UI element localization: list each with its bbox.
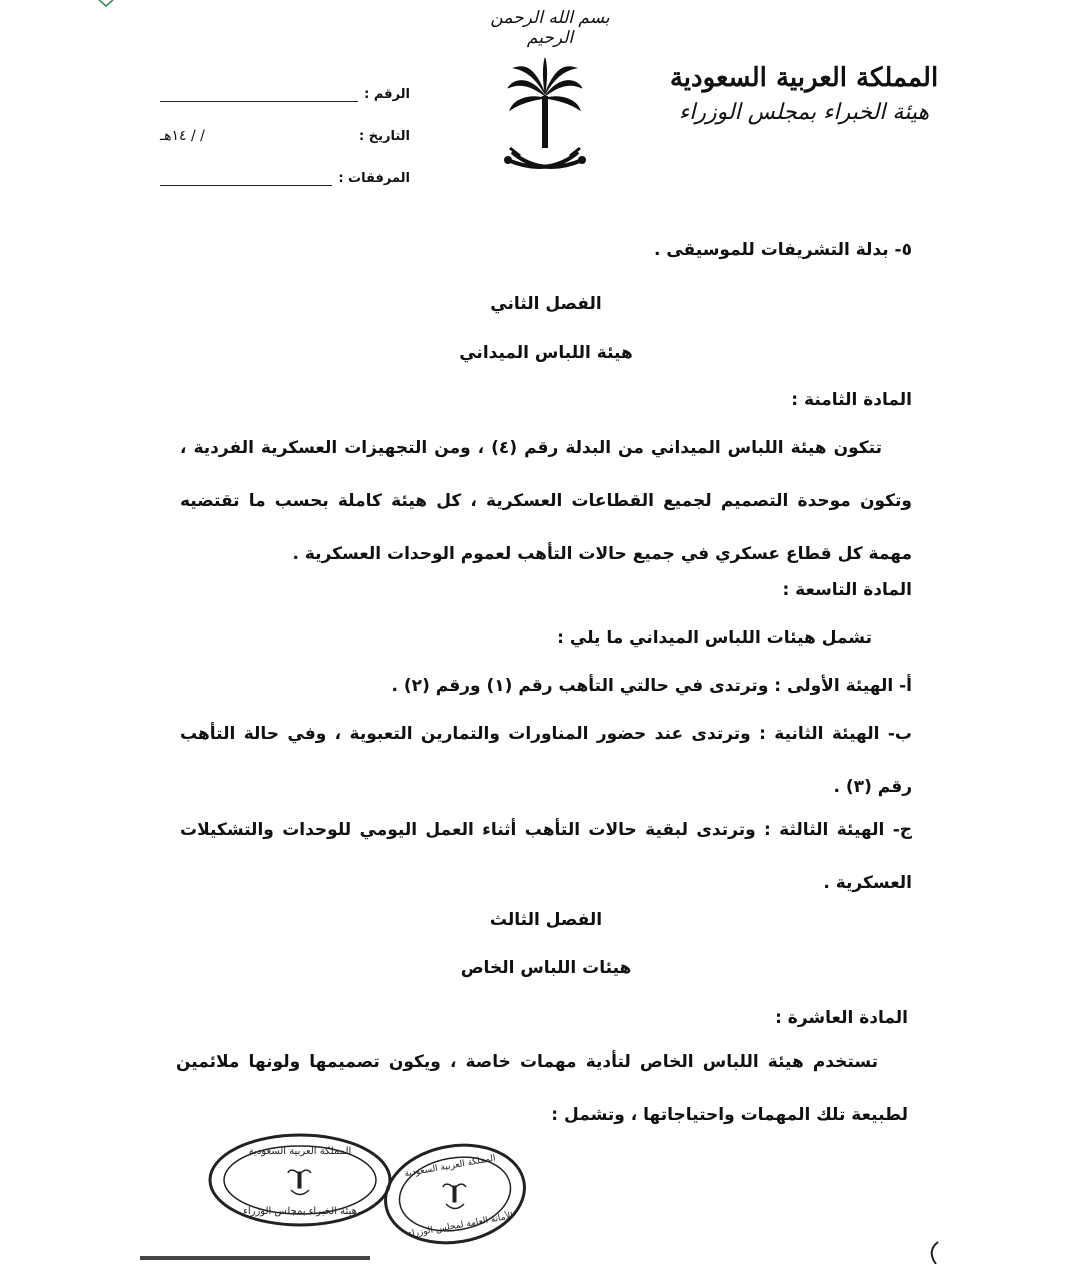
stamp-left-top-text: المملكة العربية السعودية [248, 1146, 352, 1157]
article-9-item-a: أ- الهيئة الأولى : وترتدى في حالتي التأهب رقم (١) ورقم (٢) . [391, 676, 912, 696]
corner-mark [96, 0, 116, 8]
reference-label: الرقم : [364, 87, 410, 102]
item-5: ٥- بدلة التشريفات للموسيقى . [653, 240, 912, 260]
article-10-text: تستخدم هيئة اللباس الخاص لتأدية مهمات خاصة ، ويكون تصميمها ولونها ملائمين لطبيعة تلك المهمات واحتياجاتها ، وتشمل : [176, 1052, 908, 1125]
article-9-intro: تشمل هيئات اللباس الميداني ما يلي : [557, 628, 872, 648]
attachments-line [160, 171, 332, 186]
chapter-2-title: الفصل الثاني [490, 294, 602, 314]
article-9-item-c: ج- الهيئة الثالثة : وترتدى لبقية حالات التأهب أثناء العمل اليومي للوحدات والتشكيلات العسكرية . [180, 820, 912, 893]
attachments-label: المرفقات : [338, 171, 410, 186]
org-name-line1: المملكة العربية السعودية [669, 63, 939, 93]
stamp-experts-commission [205, 1130, 395, 1230]
stamp-right-top-text: المملكة العربية السعودية [403, 1153, 497, 1180]
article-10-title: المادة العاشرة : [775, 1008, 908, 1028]
stamp-general-secretariat [380, 1142, 530, 1246]
article-8-title: المادة الثامنة : [791, 390, 912, 410]
article-9-item-b: ب- الهيئة الثانية : وترتدى عند حضور المناورات والتمارين التعبوية ، وفي حالة التأهب رقم (٣) . [180, 724, 912, 797]
article-9-title: المادة التاسعة : [782, 580, 912, 600]
attachments-row [160, 144, 410, 186]
bottom-edge-marks [140, 1254, 370, 1262]
stamp-right-bottom-text: الأمانة العامة لمجلس الوزراء [407, 1211, 514, 1240]
document-meta [160, 60, 410, 186]
org-name-line2: هيئة الخبراء بمجلس الوزراء [678, 100, 930, 125]
stamp-left-bottom-text: هيئة الخبراء بمجلس الوزراء [243, 1206, 357, 1217]
article-8-text: تتكون هيئة اللباس الميداني من البدلة رقم (٤) ، ومن التجهيزات العسكرية الفردية ، وتكون موحدة التصميم لجميع القطاعات العسكرية ، كل هيئة كاملة بحسب ما تقتضيه مهمة كل قطاع عسكري في جميع حالات التأهب لعموم الوحدات العسكرية . [180, 438, 912, 564]
chapter-2-subtitle: هيئة اللباس الميداني [459, 343, 633, 363]
reference-line [160, 87, 358, 102]
chapter-3-subtitle: هيئات اللباس الخاص [460, 958, 632, 978]
organization-header [654, 60, 954, 130]
date-row [160, 102, 410, 144]
date-label: التاريخ : [359, 129, 410, 144]
page-corner-curl [928, 1240, 942, 1264]
reference-row [160, 60, 410, 102]
chapter-3-title: الفصل الثالث [489, 910, 603, 930]
saudi-emblem-icon [500, 56, 590, 186]
date-value: ١٤هـ / / [160, 128, 205, 144]
basmala: بسم الله الرحمن الرحيم [490, 8, 610, 48]
